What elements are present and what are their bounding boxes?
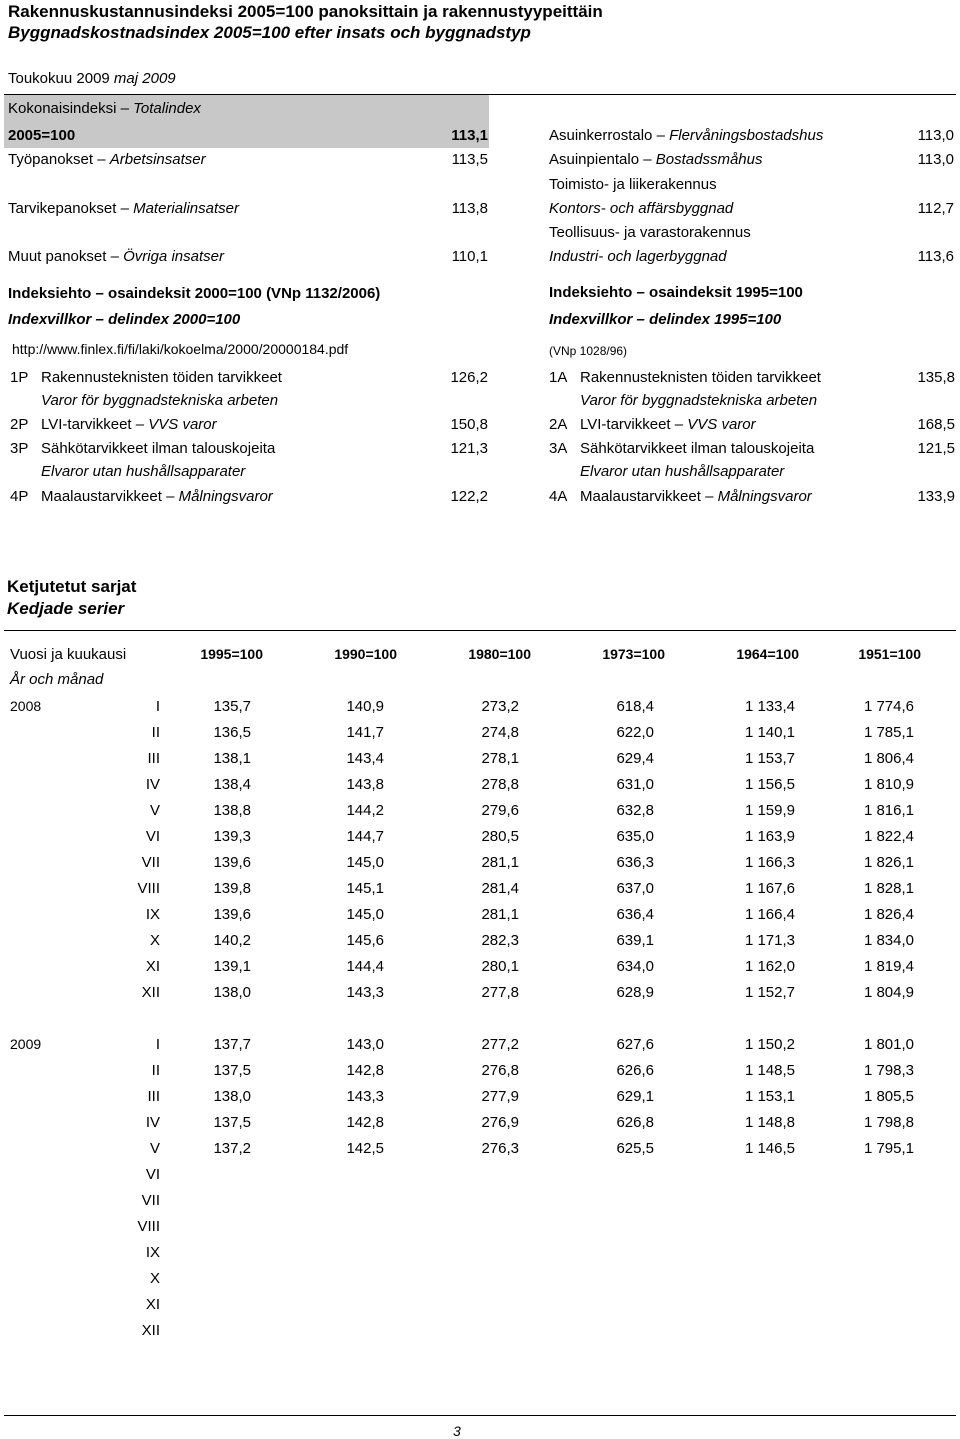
title-fi: Rakennuskustannusindeksi 2005=100 panoksittain ja rakennustyypeittäin [8, 2, 603, 21]
table-cell: 1 805,5 [863, 1088, 914, 1105]
chained-title-sv: Kedjade serier [7, 599, 125, 618]
column-header: 1990=100 [334, 646, 397, 662]
sub-item-value: 168,5 [917, 416, 955, 433]
table-cell: 1 167,6 [744, 880, 795, 897]
table-cell: 138,1 [213, 750, 251, 767]
type-3-fi: Toimisto- ja liikerakennus [549, 176, 717, 193]
table-cell: 136,5 [213, 724, 251, 741]
type-3-sv: Kontors- och affärsbyggnad [549, 200, 734, 217]
sub-item-fi: Rakennusteknisten töiden tarvikkeet [41, 369, 282, 386]
month-label: X [149, 1270, 160, 1287]
sub-item-fi: Sähkötarvikkeet ilman talouskojeita [580, 440, 815, 457]
month-label: IX [145, 1244, 160, 1261]
dash: – [135, 416, 145, 433]
table-cell: 139,6 [213, 854, 251, 871]
month-sv: maj 2009 [113, 70, 176, 87]
month-label: V [149, 1140, 160, 1157]
table-cell: 143,0 [346, 1036, 384, 1053]
total-row-material [8, 200, 239, 217]
dash: – [110, 248, 119, 265]
sub-item-label [580, 488, 812, 505]
dash: – [95, 311, 104, 328]
right-sub-ref: (VNp 1028/96) [549, 344, 628, 358]
sub-item-sv: Elvaror utan hushållsapparater [41, 463, 246, 480]
row-sv: Arbetsinsatser [109, 151, 206, 168]
month-label: XII [141, 984, 160, 1001]
sub-item-code: 1A [549, 369, 568, 386]
table-cell: 1 163,9 [744, 828, 795, 845]
month-label: VI [145, 1166, 160, 1183]
month-label: XII [141, 1322, 160, 1339]
table-cell: 138,0 [213, 984, 251, 1001]
sub-item-sv: Varor för byggnadstekniska arbeten [580, 392, 818, 409]
year-label: 2009 [10, 1036, 42, 1052]
title-sv: Byggnadskostnadsindex 2005=100 efter insats och byggnadstyp [8, 23, 531, 42]
row-sv: Övriga insatser [123, 248, 224, 265]
table-cell: 137,5 [213, 1114, 251, 1131]
table-cell: 629,4 [616, 750, 654, 767]
month-label: VIII [137, 1218, 160, 1235]
type-4-fi: Teollisuus- ja varastorakennus [549, 224, 751, 241]
table-cell: 635,0 [616, 828, 654, 845]
dash: – [120, 100, 129, 117]
table-cell: 138,0 [213, 1088, 251, 1105]
sub-item-label [41, 416, 217, 433]
dash: – [636, 284, 645, 301]
table-cell: 627,6 [616, 1036, 654, 1053]
row-fi: Tarvikepanokset [8, 200, 117, 217]
table-cell: 142,5 [346, 1140, 384, 1157]
table-cell: 636,4 [616, 906, 654, 923]
table-cell: 626,6 [616, 1062, 654, 1079]
sub-item-label [41, 488, 273, 505]
table-cell: 622,0 [616, 724, 654, 741]
sub-item-code: 2P [10, 416, 29, 433]
table-cell: 279,6 [481, 802, 519, 819]
left-sub-heading-sv [8, 311, 240, 328]
table-cell: 144,7 [346, 828, 384, 845]
type-3-value: 112,7 [917, 200, 954, 217]
month-label: IX [145, 906, 160, 923]
table-cell: 1 133,4 [744, 698, 795, 715]
table-cell: 628,9 [616, 984, 654, 1001]
dash: – [95, 285, 104, 302]
type-4-value: 113,6 [917, 248, 954, 265]
row-fi: Työpanokset [8, 151, 94, 168]
sub-item-value: 126,2 [450, 369, 488, 386]
table-cell: 138,8 [213, 802, 251, 819]
heading-part: delindex 2000=100 [108, 311, 241, 328]
table-bottom-rule [4, 1415, 956, 1416]
type-sv: Flervåningsbostadshus [669, 127, 824, 144]
sub-item-sv: VVS varor [687, 416, 756, 433]
totals-top-rule [4, 94, 956, 95]
sub-item-code: 3A [549, 440, 568, 457]
type-1-value: 113,0 [917, 127, 954, 144]
table-cell: 281,4 [481, 880, 519, 897]
table-cell: 1 806,4 [863, 750, 914, 767]
table-cell: 273,2 [481, 698, 519, 715]
table-cell: 1 816,1 [863, 802, 914, 819]
sub-item-fi: LVI-tarvikkeet [41, 416, 132, 433]
month-label: II [151, 1062, 160, 1079]
table-cell: 144,2 [346, 802, 384, 819]
sub-item-fi: LVI-tarvikkeet [580, 416, 671, 433]
table-cell: 1 826,4 [863, 906, 914, 923]
table-cell: 631,0 [616, 776, 654, 793]
table-cell: 1 798,3 [863, 1062, 914, 1079]
type-row-2 [549, 151, 763, 168]
table-cell: 625,5 [616, 1140, 654, 1157]
table-cell: 636,3 [616, 854, 654, 871]
table-cell: 1 834,0 [863, 932, 914, 949]
sub-item-value: 121,3 [450, 440, 488, 457]
table-top-rule [4, 630, 956, 631]
year-label: 2008 [10, 698, 42, 714]
month-label: III [147, 1088, 160, 1105]
table-cell: 137,2 [213, 1140, 251, 1157]
heading-part: Indexvillkor [549, 311, 633, 328]
left-sub-heading-fi [8, 285, 380, 302]
table-cell: 1 826,1 [863, 854, 914, 871]
column-header: 1964=100 [736, 646, 799, 662]
table-cell: 143,3 [346, 1088, 384, 1105]
table-cell: 139,1 [213, 958, 251, 975]
totals-heading-sv: Totalindex [133, 100, 201, 117]
total-base-value: 113,1 [451, 127, 488, 144]
table-cell: 142,8 [346, 1114, 384, 1131]
table-cell: 1 153,1 [744, 1088, 795, 1105]
month-label: VIII [137, 880, 160, 897]
table-cell: 1 156,5 [744, 776, 795, 793]
table-cell: 276,3 [481, 1140, 519, 1157]
month-label: IV [145, 776, 160, 793]
table-cell: 281,1 [481, 906, 519, 923]
table-cell: 618,4 [616, 698, 654, 715]
type-4-sv: Industri- och lagerbyggnad [549, 248, 727, 265]
sub-item-value: 150,8 [450, 416, 488, 433]
table-cell: 143,3 [346, 984, 384, 1001]
sub-item-code: 2A [549, 416, 568, 433]
heading-part: Indexvillkor [8, 311, 92, 328]
table-cell: 1 153,7 [744, 750, 795, 767]
table-cell: 141,7 [346, 724, 384, 741]
table-cell: 145,1 [346, 880, 384, 897]
table-cell: 276,8 [481, 1062, 519, 1079]
table-cell: 140,2 [213, 932, 251, 949]
sub-item-fi: Maalaustarvikkeet [580, 488, 701, 505]
table-cell: 1 804,9 [863, 984, 914, 1001]
dash: – [656, 127, 665, 144]
table-cell: 1 146,5 [744, 1140, 795, 1157]
table-cell: 1 140,1 [744, 724, 795, 741]
month-label: XI [145, 958, 160, 975]
table-cell: 1 785,1 [863, 724, 914, 741]
table-cell: 634,0 [616, 958, 654, 975]
page-number: 3 [453, 1423, 461, 1439]
total-other-value: 110,1 [451, 248, 488, 265]
table-cell: 135,7 [213, 698, 251, 715]
type-sv: Bostadssmåhus [655, 151, 763, 168]
table-cell: 281,1 [481, 854, 519, 871]
table-cell: 626,8 [616, 1114, 654, 1131]
table-cell: 632,8 [616, 802, 654, 819]
sub-item-sv: Varor för byggnadstekniska arbeten [41, 392, 279, 409]
table-cell: 1 810,9 [863, 776, 914, 793]
column-header: 1995=100 [200, 646, 263, 662]
table-cell: 139,3 [213, 828, 251, 845]
dash: – [674, 416, 684, 433]
month-label: VI [145, 828, 160, 845]
total-row-other [8, 248, 224, 265]
month-label: VII [141, 1192, 160, 1209]
dash: – [636, 311, 645, 328]
sub-item-fi: Sähkötarvikkeet ilman talouskojeita [41, 440, 276, 457]
dash: – [166, 488, 175, 505]
table-cell: 145,0 [346, 854, 384, 871]
month-label: III [147, 750, 160, 767]
table-cell: 1 171,3 [744, 932, 795, 949]
table-cell: 639,1 [616, 932, 654, 949]
sub-item-value: 122,2 [450, 488, 488, 505]
column-header: 1951=100 [858, 646, 921, 662]
table-cell: 637,0 [616, 880, 654, 897]
table-cell: 143,8 [346, 776, 384, 793]
totals-heading-fi: Kokonaisindeksi [8, 100, 117, 117]
month-label: V [149, 802, 160, 819]
total-base-label: 2005=100 [8, 127, 76, 144]
dash: – [120, 200, 129, 217]
finlex-link[interactable]: http://www.finlex.fi/fi/laki/kokoelma/2000/20000184.pdf [12, 341, 349, 357]
sub-item-fi: Rakennusteknisten töiden tarvikkeet [580, 369, 821, 386]
month-label: I [155, 698, 160, 715]
sub-item-fi: Maalaustarvikkeet [41, 488, 162, 505]
total-row-work [8, 151, 206, 168]
table-cell: 282,3 [481, 932, 519, 949]
table-cell: 142,8 [346, 1062, 384, 1079]
table-cell: 1 162,0 [744, 958, 795, 975]
right-sub-heading-fi [549, 284, 803, 301]
table-cell: 1 819,4 [863, 958, 914, 975]
month-label: VII [141, 854, 160, 871]
month-label: XI [145, 1296, 160, 1313]
table-cell: 277,9 [481, 1088, 519, 1105]
table-cell: 139,6 [213, 906, 251, 923]
sub-item-sv: Målningsvaror [178, 488, 273, 505]
sub-item-value: 133,9 [917, 488, 955, 505]
type-fi: Asuinpientalo [549, 151, 640, 168]
month-label: II [151, 724, 160, 741]
table-cell: 1 822,4 [863, 828, 914, 845]
table-cell: 145,0 [346, 906, 384, 923]
right-sub-heading-sv [549, 311, 781, 328]
table-cell: 1 774,6 [863, 698, 914, 715]
table-cell: 629,1 [616, 1088, 654, 1105]
table-cell: 139,8 [213, 880, 251, 897]
table-cell: 1 148,8 [744, 1114, 795, 1131]
table-cell: 274,8 [481, 724, 519, 741]
dash: – [705, 488, 714, 505]
table-cell: 138,4 [213, 776, 251, 793]
sub-item-sv: Elvaror utan hushållsapparater [580, 463, 785, 480]
sub-item-code: 3P [10, 440, 29, 457]
sub-item-value: 121,5 [917, 440, 955, 457]
table-cell: 1 159,9 [744, 802, 795, 819]
table-cell: 144,4 [346, 958, 384, 975]
table-cell: 280,1 [481, 958, 519, 975]
chained-title-fi: Ketjutetut sarjat [7, 577, 137, 596]
sub-item-label [580, 416, 756, 433]
table-cell: 1 828,1 [863, 880, 914, 897]
heading-part: Indeksiehto [8, 285, 92, 302]
sub-item-sv: VVS varor [148, 416, 217, 433]
table-cell: 1 795,1 [863, 1140, 914, 1157]
sub-item-code: 4A [549, 488, 568, 505]
heading-part: osaindeksit 1995=100 [649, 284, 803, 301]
table-cell: 278,1 [481, 750, 519, 767]
table-cell: 277,2 [481, 1036, 519, 1053]
type-2-value: 113,0 [917, 151, 954, 168]
table-cell: 143,4 [346, 750, 384, 767]
sub-item-code: 1P [10, 369, 29, 386]
sub-item-sv: Målningsvaror [717, 488, 812, 505]
col-period-sv: År och månad [10, 671, 104, 688]
column-header: 1973=100 [602, 646, 665, 662]
heading-part: delindex 1995=100 [649, 311, 782, 328]
heading-part: Indeksiehto [549, 284, 633, 301]
column-header: 1980=100 [468, 646, 531, 662]
table-cell: 1 152,7 [744, 984, 795, 1001]
month-label: X [149, 932, 160, 949]
table-cell: 140,9 [346, 698, 384, 715]
sub-item-value: 135,8 [917, 369, 955, 386]
total-work-value: 113,5 [451, 151, 488, 168]
month-fi: Toukokuu 2009 [8, 70, 110, 87]
month-label: I [155, 1036, 160, 1053]
sub-item-code: 4P [10, 488, 29, 505]
table-cell: 1 798,8 [863, 1114, 914, 1131]
table-cell: 276,9 [481, 1114, 519, 1131]
month-label [8, 70, 176, 87]
table-cell: 145,6 [346, 932, 384, 949]
row-fi: Muut panokset [8, 248, 107, 265]
table-cell: 1 166,4 [744, 906, 795, 923]
table-cell: 1 166,3 [744, 854, 795, 871]
dash: – [643, 151, 652, 168]
heading-part: osaindeksit 2000=100 (VNp 1132/2006) [108, 285, 381, 302]
month-label: IV [145, 1114, 160, 1131]
col-period-fi: Vuosi ja kuukausi [10, 646, 127, 663]
type-row-1 [549, 127, 823, 144]
type-fi: Asuinkerrostalo [549, 127, 653, 144]
row-sv: Materialinsatser [133, 200, 239, 217]
dash: – [97, 151, 106, 168]
totals-heading [8, 100, 201, 117]
table-cell: 1 148,5 [744, 1062, 795, 1079]
table-cell: 1 150,2 [744, 1036, 795, 1053]
total-material-value: 113,8 [451, 200, 488, 217]
table-cell: 137,7 [213, 1036, 251, 1053]
table-cell: 280,5 [481, 828, 519, 845]
table-cell: 278,8 [481, 776, 519, 793]
table-cell: 1 801,0 [863, 1036, 914, 1053]
table-cell: 137,5 [213, 1062, 251, 1079]
table-cell: 277,8 [481, 984, 519, 1001]
